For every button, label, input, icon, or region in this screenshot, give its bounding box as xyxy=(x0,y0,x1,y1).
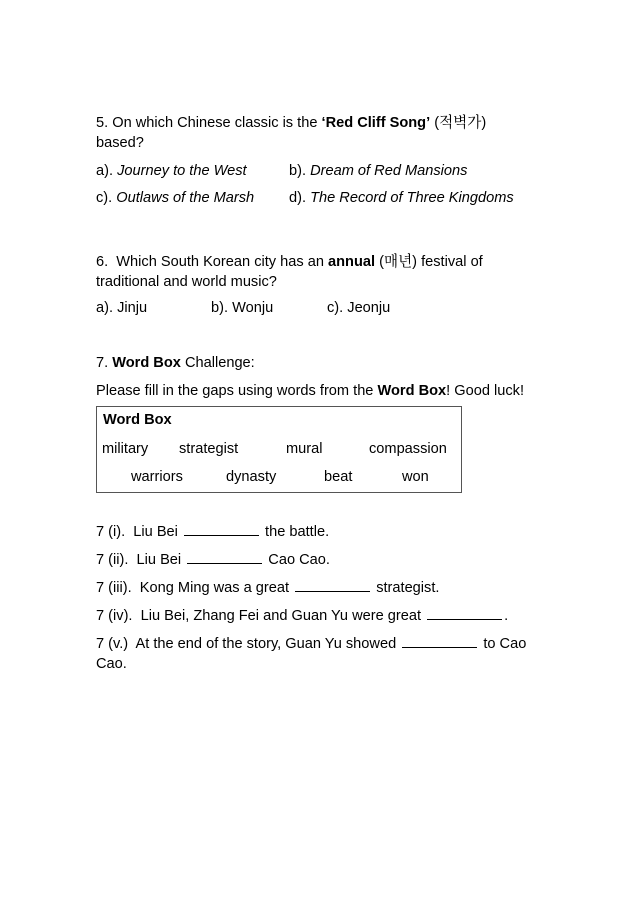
item-text-end: the battle. xyxy=(265,524,330,540)
korean-gloss: (매년) xyxy=(379,254,418,270)
option-c[interactable]: c). Jeonju xyxy=(327,300,391,316)
question-number: 5. xyxy=(96,115,109,131)
word-box-word: warriors xyxy=(131,469,183,485)
option-d[interactable] xyxy=(289,189,514,208)
question-number: 6. xyxy=(96,254,109,270)
question-number: 7. xyxy=(96,355,109,371)
question-text-end: festival of traditional and world music? xyxy=(96,254,483,290)
question-keyword: Word Box xyxy=(112,355,181,371)
instructions xyxy=(96,382,524,401)
word-box-title: Word Box xyxy=(103,412,172,428)
option-text: The Record of Three Kingdoms xyxy=(310,190,514,206)
option-a[interactable] xyxy=(96,162,247,181)
question-keyword: annual xyxy=(328,254,376,270)
question-text: On which Chinese classic is the xyxy=(112,115,318,131)
item-text-end: strategist. xyxy=(376,580,440,596)
word-box-word: dynasty xyxy=(226,469,277,485)
option-a[interactable]: a). Jinju xyxy=(96,300,148,316)
fill-item-1 xyxy=(96,522,329,542)
option-letter: d). xyxy=(289,190,307,206)
word-box xyxy=(96,406,462,493)
item-text-end: Cao Cao. xyxy=(268,552,330,568)
item-text: Liu Bei, Zhang Fei and Guan Yu were great xyxy=(140,608,422,624)
instructions-text: Please fill in the gaps using words from the xyxy=(96,383,374,399)
option-b[interactable] xyxy=(289,162,467,181)
option-text: Journey to the West xyxy=(117,163,247,179)
question-keyword: ‘Red Cliff Song’ xyxy=(321,115,431,131)
item-text: Kong Ming was a great xyxy=(139,580,290,596)
option-b[interactable]: b). Wonju xyxy=(211,300,274,316)
answer-blank[interactable] xyxy=(402,634,477,648)
question-5 xyxy=(96,113,556,153)
instructions-keyword: Word Box xyxy=(377,383,447,399)
word-box-word: military xyxy=(102,441,149,457)
option-letter: c). xyxy=(96,190,113,206)
answer-blank[interactable] xyxy=(295,578,370,592)
fill-item-4 xyxy=(96,606,508,626)
answer-blank[interactable] xyxy=(427,606,502,620)
answer-blank[interactable] xyxy=(184,522,259,536)
fill-item-3 xyxy=(96,578,439,598)
item-label: 7 (ii). xyxy=(96,552,129,568)
item-text-end: to Cao Cao. xyxy=(96,636,527,672)
item-label: 7 (i). xyxy=(96,524,126,540)
fill-item-5 xyxy=(96,634,546,674)
item-text: Liu Bei xyxy=(133,524,178,540)
question-7 xyxy=(96,354,255,373)
question-6 xyxy=(96,252,516,292)
instructions-end: ! Good luck! xyxy=(446,383,525,399)
option-letter: a). xyxy=(96,163,114,179)
item-text: At the end of the story, Guan Yu showed xyxy=(135,636,397,652)
item-label: 7 (v.) xyxy=(96,636,129,652)
korean-gloss: (적벽가) xyxy=(434,115,487,131)
question-text: Challenge: xyxy=(184,355,255,371)
item-text-end: . xyxy=(504,608,509,624)
option-text: Outlaws of the Marsh xyxy=(116,190,255,206)
item-label: 7 (iv). xyxy=(96,608,133,624)
question-text-end: based? xyxy=(96,135,144,151)
word-box-word: compassion xyxy=(369,441,447,457)
word-box-word: won xyxy=(402,469,429,485)
option-c[interactable] xyxy=(96,189,254,208)
word-box-word: strategist xyxy=(179,441,239,457)
option-letter: b). xyxy=(289,163,307,179)
question-text: Which South Korean city has an xyxy=(116,254,324,270)
word-box-word: beat xyxy=(324,469,353,485)
answer-blank[interactable] xyxy=(187,550,262,564)
option-text: Dream of Red Mansions xyxy=(310,163,468,179)
fill-item-2 xyxy=(96,550,330,570)
item-text: Liu Bei xyxy=(136,552,182,568)
word-box-word: mural xyxy=(286,441,323,457)
item-label: 7 (iii). xyxy=(96,580,132,596)
